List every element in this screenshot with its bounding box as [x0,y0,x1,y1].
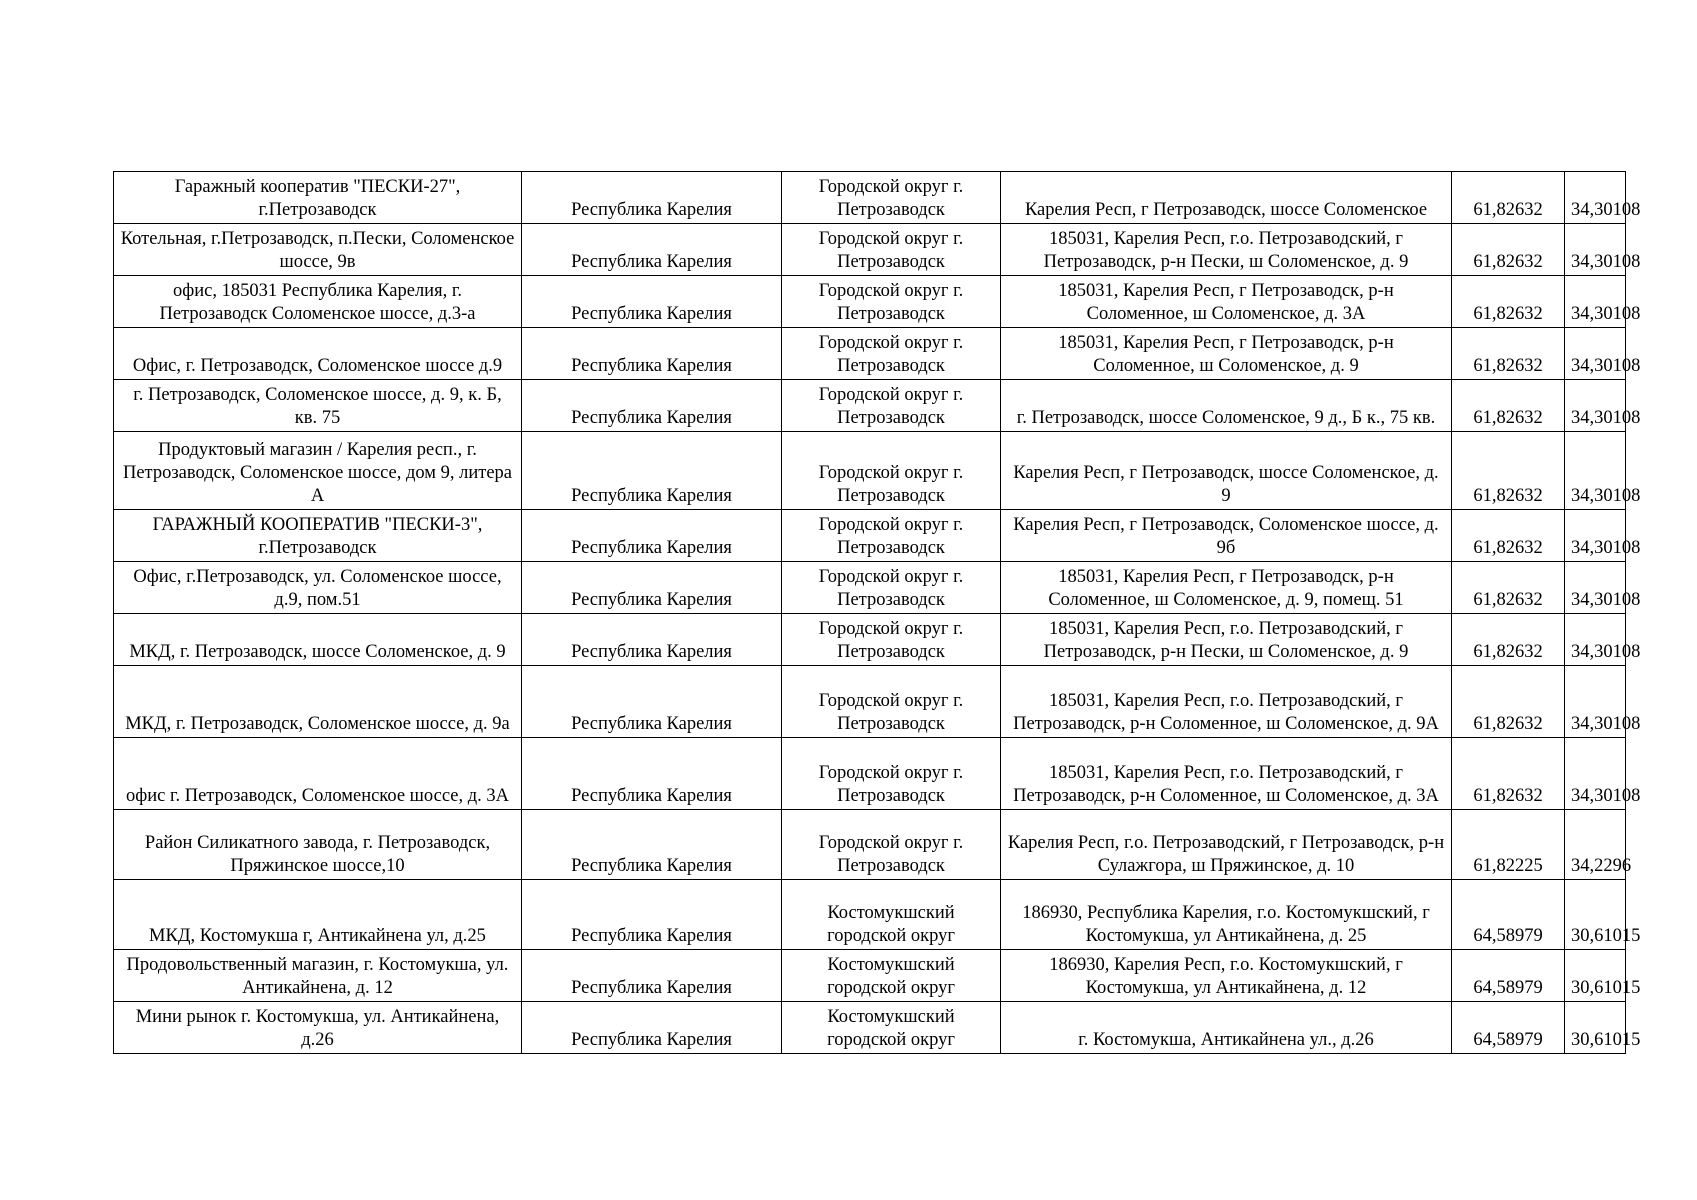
region-cell: Республика Карелия [522,276,782,328]
district-cell: Городской округ г. Петрозаводск [782,614,1001,666]
object-name-cell: Мини рынок г. Костомукша, ул. Антикайнена, д.26 [114,1002,522,1054]
address-cell: 185031, Карелия Респ, г.о. Петрозаводский, г Петрозаводск, р-н Соломенное, ш Соломенское, д. 3А [1001,738,1452,810]
latitude-cell: 61,82225 [1452,810,1565,880]
latitude-cell: 61,82632 [1452,614,1565,666]
table-row [114,380,1626,432]
longitude-cell: 34,30108 [1565,432,1626,510]
longitude-cell: 30,61015 [1565,950,1626,1002]
region-cell: Республика Карелия [522,738,782,810]
object-name-cell: Офис, г. Петрозаводск, Соломенское шоссе д.9 [114,328,522,380]
latitude-cell: 64,58979 [1452,880,1565,950]
region-cell: Республика Карелия [522,432,782,510]
region-cell: Республика Карелия [522,1002,782,1054]
latitude-cell: 61,82632 [1452,738,1565,810]
district-cell: Городской округ г. Петрозаводск [782,224,1001,276]
table-row [114,810,1626,880]
region-cell: Республика Карелия [522,172,782,224]
longitude-cell: 34,30108 [1565,172,1626,224]
table-row [114,950,1626,1002]
region-cell: Республика Карелия [522,380,782,432]
table-row [114,510,1626,562]
district-cell: Городской округ г. Петрозаводск [782,666,1001,738]
longitude-cell: 30,61015 [1565,880,1626,950]
latitude-cell: 61,82632 [1452,432,1565,510]
address-cell: Карелия Респ, г Петрозаводск, шоссе Соломенское [1001,172,1452,224]
table-row [114,738,1626,810]
district-cell: Городской округ г. Петрозаводск [782,276,1001,328]
object-name-cell: МКД, г. Петрозаводск, Соломенское шоссе, д. 9а [114,666,522,738]
latitude-cell: 64,58979 [1452,1002,1565,1054]
latitude-cell: 61,82632 [1452,666,1565,738]
district-cell: Костомукшский городской округ [782,880,1001,950]
table-row [114,224,1626,276]
address-cell: Карелия Респ, г.о. Петрозаводский, г Петрозаводск, р-н Сулажгора, ш Пряжинское, д. 10 [1001,810,1452,880]
address-cell: 186930, Карелия Респ, г.о. Костомукшский, г Костомукша, ул Антикайнена, д. 12 [1001,950,1452,1002]
district-cell: Городской округ г. Петрозаводск [782,810,1001,880]
table-row [114,432,1626,510]
region-cell: Республика Карелия [522,666,782,738]
district-cell: Костомукшский городской округ [782,1002,1001,1054]
table-row [114,666,1626,738]
object-name-cell: офис г. Петрозаводск, Соломенское шоссе, д. 3А [114,738,522,810]
address-cell: 186930, Республика Карелия, г.о. Костомукшский, г Костомукша, ул Антикайнена, д. 25 [1001,880,1452,950]
table-row [114,172,1626,224]
object-name-cell: Продовольственный магазин, г. Костомукша, ул. Антикайнена, д. 12 [114,950,522,1002]
longitude-cell: 34,30108 [1565,224,1626,276]
address-cell: г. Петрозаводск, шоссе Соломенское, 9 д., Б к., 75 кв. [1001,380,1452,432]
latitude-cell: 61,82632 [1452,224,1565,276]
longitude-cell: 34,30108 [1565,738,1626,810]
object-name-cell: офис, 185031 Республика Карелия, г. Петрозаводск Соломенское шоссе, д.3-а [114,276,522,328]
longitude-cell: 34,30108 [1565,510,1626,562]
longitude-cell: 34,30108 [1565,328,1626,380]
latitude-cell: 61,82632 [1452,328,1565,380]
table-row [114,1002,1626,1054]
district-cell: Городской округ г. Петрозаводск [782,172,1001,224]
object-name-cell: Район Силикатного завода, г. Петрозаводск, Пряжинское шоссе,10 [114,810,522,880]
address-cell: 185031, Карелия Респ, г.о. Петрозаводский, г Петрозаводск, р-н Пески, ш Соломенское, д. 9 [1001,224,1452,276]
region-cell: Республика Карелия [522,510,782,562]
region-cell: Республика Карелия [522,810,782,880]
longitude-cell: 34,30108 [1565,562,1626,614]
address-cell: 185031, Карелия Респ, г Петрозаводск, р-н Соломенное, ш Соломенское, д. 9, помещ. 51 [1001,562,1452,614]
object-name-cell: Офис, г.Петрозаводск, ул. Соломенское шоссе, д.9, пом.51 [114,562,522,614]
latitude-cell: 64,58979 [1452,950,1565,1002]
latitude-cell: 61,82632 [1452,510,1565,562]
address-cell: 185031, Карелия Респ, г.о. Петрозаводский, г Петрозаводск, р-н Соломенное, ш Соломенское, д. 9А [1001,666,1452,738]
region-cell: Республика Карелия [522,950,782,1002]
longitude-cell: 34,30108 [1565,276,1626,328]
district-cell: Городской округ г. Петрозаводск [782,510,1001,562]
region-cell: Республика Карелия [522,224,782,276]
object-name-cell: МКД, г. Петрозаводск, шоссе Соломенское, д. 9 [114,614,522,666]
object-name-cell: г. Петрозаводск, Соломенское шоссе, д. 9, к. Б, кв. 75 [114,380,522,432]
latitude-cell: 61,82632 [1452,172,1565,224]
table-row [114,614,1626,666]
address-cell: Карелия Респ, г Петрозаводск, Соломенское шоссе, д. 9б [1001,510,1452,562]
district-cell: Костомукшский городской округ [782,950,1001,1002]
longitude-cell: 34,30108 [1565,666,1626,738]
address-cell: Карелия Респ, г Петрозаводск, шоссе Соломенское, д. 9 [1001,432,1452,510]
address-cell: 185031, Карелия Респ, г Петрозаводск, р-н Соломенное, ш Соломенское, д. 3А [1001,276,1452,328]
district-cell: Городской округ г. Петрозаводск [782,562,1001,614]
object-name-cell: МКД, Костомукша г, Антикайнена ул, д.25 [114,880,522,950]
address-cell: 185031, Карелия Респ, г.о. Петрозаводский, г Петрозаводск, р-н Пески, ш Соломенское, д. 9 [1001,614,1452,666]
object-name-cell: Гаражный кооператив "ПЕСКИ-27", г.Петрозаводск [114,172,522,224]
district-cell: Городской округ г. Петрозаводск [782,380,1001,432]
district-cell: Городской округ г. Петрозаводск [782,738,1001,810]
longitude-cell: 34,30108 [1565,380,1626,432]
table-row [114,328,1626,380]
longitude-cell: 34,30108 [1565,614,1626,666]
region-cell: Республика Карелия [522,614,782,666]
region-cell: Республика Карелия [522,880,782,950]
region-cell: Республика Карелия [522,562,782,614]
latitude-cell: 61,82632 [1452,380,1565,432]
longitude-cell: 30,61015 [1565,1002,1626,1054]
region-cell: Республика Карелия [522,328,782,380]
latitude-cell: 61,82632 [1452,276,1565,328]
table-row [114,880,1626,950]
district-cell: Городской округ г. Петрозаводск [782,328,1001,380]
district-cell: Городской округ г. Петрозаводск [782,432,1001,510]
object-name-cell: Котельная, г.Петрозаводск, п.Пески, Соломенское шоссе, 9в [114,224,522,276]
object-name-cell: Продуктовый магазин / Карелия респ., г. Петрозаводск, Соломенское шоссе, дом 9, литера А [114,432,522,510]
table-row [114,276,1626,328]
longitude-cell: 34,2296 [1565,810,1626,880]
object-name-cell: ГАРАЖНЫЙ КООПЕРАТИВ "ПЕСКИ-3", г.Петрозаводск [114,510,522,562]
address-cell: г. Костомукша, Антикайнена ул., д.26 [1001,1002,1452,1054]
address-cell: 185031, Карелия Респ, г Петрозаводск, р-н Соломенное, ш Соломенское, д. 9 [1001,328,1452,380]
objects-table [113,171,1641,1054]
table-row [114,562,1626,614]
latitude-cell: 61,82632 [1452,562,1565,614]
